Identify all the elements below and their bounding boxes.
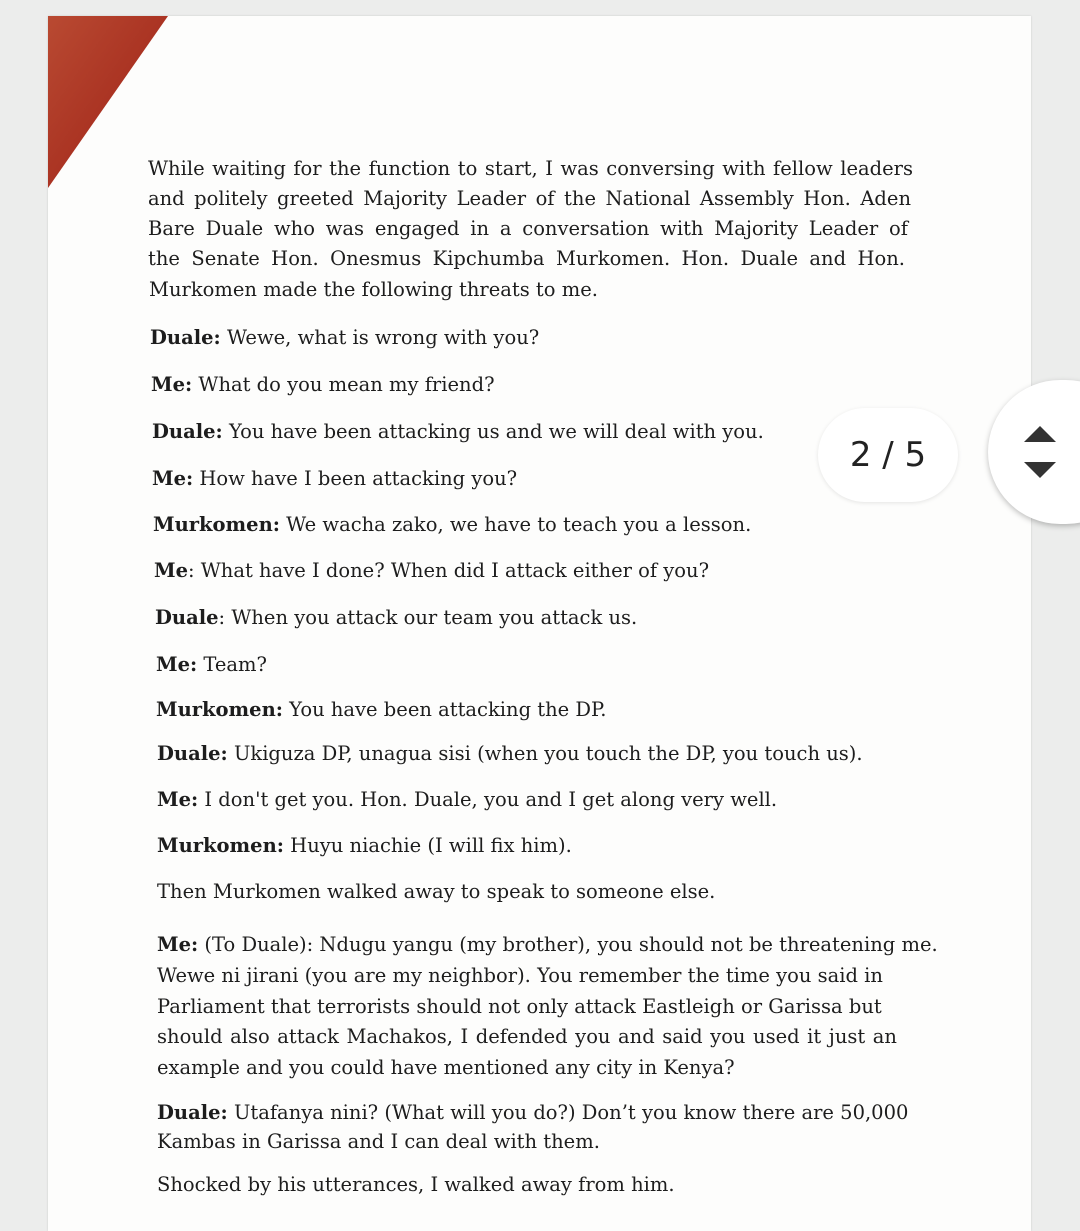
speaker-label: Murkomen: [153, 513, 280, 536]
final-exchange-line-2: Kambas in Garissa and I can deal with them. [157, 1130, 600, 1153]
utterance: Wewe, what is wrong with you? [220, 326, 540, 349]
intro-line-1: While waiting for the function to start, I was conversing with fellow leaders [148, 157, 913, 180]
utterance: Team? [197, 653, 268, 676]
utterance: What do you mean my friend? [192, 373, 495, 396]
speech-line-1 [157, 933, 938, 957]
speaker-label: Duale [155, 606, 219, 629]
intro-line-4: the Senate Hon. Onesmus Kipchumba Murkomen. Hon. Duale and Hon. [148, 247, 905, 270]
speaker-label: Me: [151, 373, 193, 396]
speaker-label: Duale: [150, 326, 221, 349]
intro-line-3: Bare Duale who was engaged in a conversation with Majority Leader of [148, 217, 908, 240]
utterance: Ukiguza DP, unagua sisi (when you touch the DP, you touch us). [227, 742, 863, 765]
intro-line-5: Murkomen made the following threats to me. [149, 278, 598, 301]
utterance: You have been attacking us and we will deal with you. [222, 420, 764, 443]
document-page [48, 16, 1031, 1231]
speaker-label: Me [154, 559, 188, 582]
dialogue-line [157, 834, 572, 858]
speech-line-4: should also attack Machakos, I defended you and said you used it just an [157, 1025, 897, 1048]
triangle-down-icon[interactable] [1024, 462, 1056, 478]
utterance: Huyu niachie (I will fix him). [283, 834, 572, 857]
final-exchange-line-1 [157, 1101, 908, 1125]
utterance: : What have I done? When did I attack either of you? [188, 559, 710, 582]
dialogue-line [154, 559, 709, 583]
speaker-label: Duale: [157, 1101, 228, 1124]
utterance: (To Duale): Ndugu yangu (my brother), you should not be threatening me. [198, 933, 938, 956]
narration-line: Then Murkomen walked away to speak to someone else. [157, 880, 716, 903]
utterance: I don't get you. Hon. Duale, you and I get along very well. [198, 788, 778, 811]
utterance: : When you attack our team you attack us. [218, 606, 638, 629]
dialogue-line [152, 467, 517, 491]
speech-line-2: Wewe ni jirani (you are my neighbor). You remember the time you said in [157, 964, 883, 987]
speaker-label: Murkomen: [157, 834, 284, 857]
dialogue-line [157, 788, 777, 812]
dialogue-line [156, 698, 606, 722]
page-indicator-label: 2 / 5 [849, 435, 927, 475]
page-indicator [818, 408, 958, 502]
speaker-label: Me: [152, 467, 194, 490]
dialogue-line [157, 742, 863, 766]
intro-line-2: and politely greeted Majority Leader of the National Assembly Hon. Aden [148, 187, 911, 210]
speaker-label: Murkomen: [156, 698, 283, 721]
dialogue-line [153, 513, 751, 537]
speaker-label: Duale: [157, 742, 228, 765]
dialogue-line [151, 373, 495, 397]
dialogue-line [156, 653, 267, 677]
speaker-label: Me: [157, 933, 199, 956]
speaker-label: Me: [156, 653, 198, 676]
dialogue-line [152, 420, 764, 444]
triangle-up-icon[interactable] [1024, 426, 1056, 442]
utterance: Utafanya nini? (What will you do?) Don’t you know there are 50,000 [227, 1101, 909, 1124]
speech-line-3: Parliament that terrorists should not only attack Eastleigh or Garissa but [157, 995, 882, 1018]
utterance: How have I been attacking you? [193, 467, 518, 490]
speaker-label: Me: [157, 788, 199, 811]
narration-line: Shocked by his utterances, I walked away from him. [157, 1173, 675, 1196]
speech-line-5: example and you could have mentioned any city in Kenya? [157, 1056, 735, 1079]
dialogue-line [150, 326, 539, 350]
utterance: You have been attacking the DP. [282, 698, 607, 721]
speaker-label: Duale: [152, 420, 223, 443]
dialogue-line [155, 606, 637, 630]
utterance: We wacha zako, we have to teach you a lesson. [279, 513, 752, 536]
